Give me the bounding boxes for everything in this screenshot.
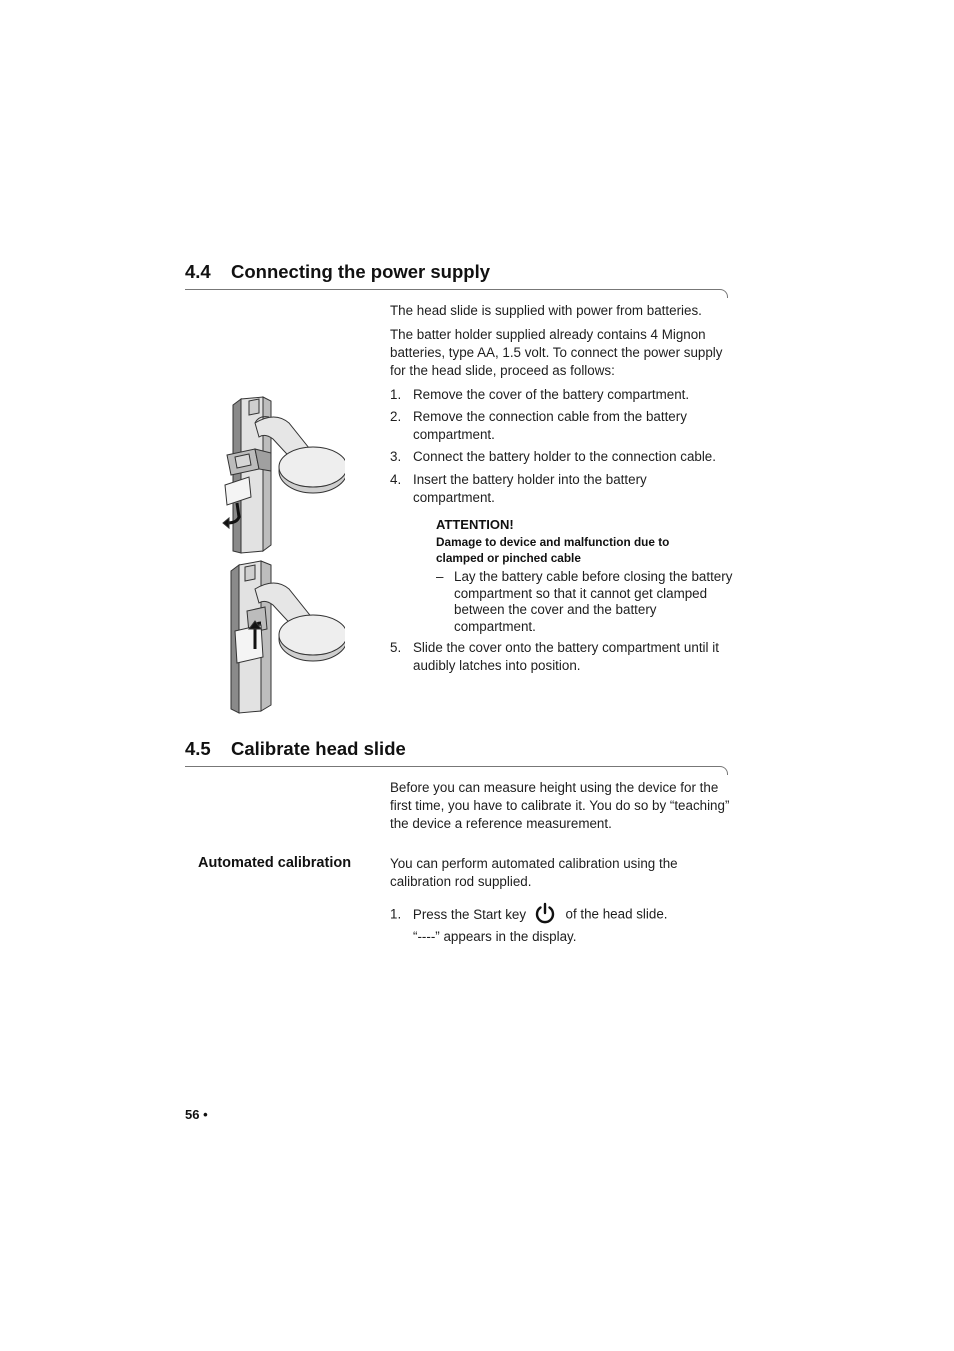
illustration-top [223, 397, 345, 553]
section-title: Connecting the power supply [231, 261, 491, 282]
section-rule-hook [719, 766, 728, 775]
list-item [390, 904, 735, 926]
bullet-marker: – [436, 569, 444, 584]
list-text: of the head slide. [565, 906, 668, 922]
bullet-text: Lay the battery cable before closing the battery compartment so that it cannot get clamped between the cover and the battery compartment. [454, 569, 733, 634]
list-item [390, 448, 740, 466]
section-heading-4-5 [185, 738, 406, 760]
section-number: 4.4 [185, 261, 211, 282]
list-text: Insert the battery holder into the battery compartment. [413, 472, 647, 505]
list-text: Remove the cover of the battery compartment. [413, 387, 690, 402]
list-text: Slide the cover onto the battery compartment until it audibly latches into position. [413, 640, 719, 673]
list-item [390, 386, 735, 404]
list-number: 5. [390, 640, 402, 655]
section-heading-4-4 [185, 261, 490, 283]
step-result: “----” appears in the display. [413, 929, 577, 944]
list-number: 3. [390, 449, 402, 464]
list-text: Remove the connection cable from the battery compartment. [413, 409, 687, 442]
list-number: 4. [390, 472, 402, 487]
attention-subtitle: Damage to device and malfunction due to clamped or pinched cable [436, 535, 670, 565]
automated-calibration-text: You can perform automated calibration using the calibration rod supplied. [390, 856, 678, 889]
power-icon [534, 902, 556, 924]
battery-paragraph: The batter holder supplied already contains 4 Mignon batteries, type AA, 1.5 volt. To connect the power supply for the head slide, proceed as follows: [390, 327, 723, 378]
list-number: 1. [390, 387, 402, 402]
battery-compartment-illustration [215, 393, 345, 715]
section-rule [185, 289, 720, 290]
section-rule-hook [719, 289, 728, 298]
list-number: 1. [390, 906, 402, 922]
attention-title: ATTENTION! [436, 517, 514, 532]
list-number: 2. [390, 409, 402, 424]
section-title: Calibrate head slide [231, 738, 406, 759]
list-item [390, 639, 730, 675]
illustration-bottom [231, 561, 345, 713]
intro-paragraph: The head slide is supplied with power from batteries. [390, 303, 702, 318]
page-number: 56 • [185, 1107, 208, 1122]
calibration-intro: Before you can measure height using the device for the first time, you have to calibrate it. You do so by “teaching” the device a reference measurement. [390, 780, 730, 831]
section-number: 4.5 [185, 738, 211, 759]
list-text: Press the Start key [412, 906, 527, 922]
list-item [390, 471, 690, 507]
attention-bullet [436, 569, 736, 635]
list-item [390, 408, 710, 444]
section-rule [185, 766, 720, 767]
list-text: Connect the battery holder to the connection cable. [413, 449, 716, 464]
side-heading: Automated calibration [198, 855, 352, 871]
